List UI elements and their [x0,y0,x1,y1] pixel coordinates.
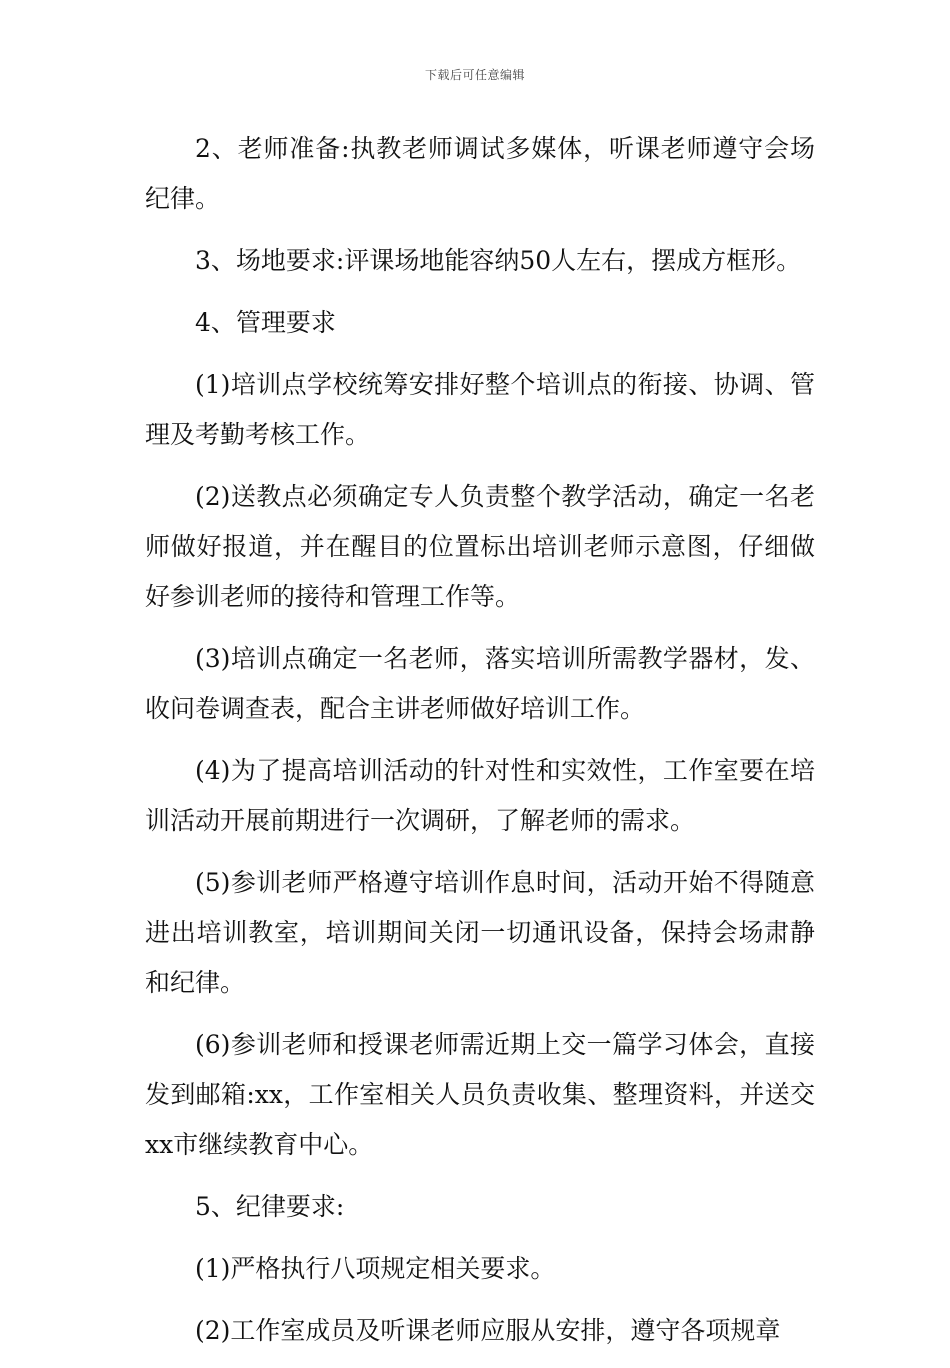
page-header: 下载后可任意编辑 [424,68,525,82]
paragraph-management-heading: 4、管理要求 [195,308,336,337]
paragraph-management-item-1: (1)培训点学校统筹安排好整个培训点的衔接、协调、管理及考勤考核工作。 [145,370,815,449]
paragraph-management-item-4: (4)为了提高培训活动的针对性和实效性，工作室要在培训活动开展前期进行一次调研，了解老师的需求。 [145,756,815,835]
paragraph-discipline-item-2: (2)工作室成员及听课老师应服从安排，遵守各项规章 [195,1316,781,1345]
paragraph-venue-requirements: 3、场地要求:评课场地能容纳50人左右，摆成方框形。 [195,246,802,275]
paragraph-management-item-3: (3)培训点确定一名老师，落实培训所需教学器材，发、收问卷调查表，配合主讲老师做好培训工作。 [145,644,815,723]
document-body [145,124,815,1368]
paragraph-discipline-heading: 5、纪律要求: [195,1192,345,1221]
paragraph-discipline-item-1: (1)严格执行八项规定相关要求。 [195,1254,556,1283]
paragraph-management-item-2: (2)送教点必须确定专人负责整个教学活动，确定一名老师做好报道，并在醒目的位置标出培训老师示意图，仔细做好参训老师的接待和管理工作等。 [145,482,815,611]
paragraph-teacher-preparation: 2、老师准备:执教老师调试多媒体，听课老师遵守会场纪律。 [145,134,815,213]
paragraph-management-item-6: (6)参训老师和授课老师需近期上交一篇学习体会，直接发到邮箱:xx，工作室相关人员负责收集、整理资料，并送交xx市继续教育中心。 [145,1030,815,1159]
paragraph-management-item-5: (5)参训老师严格遵守培训作息时间，活动开始不得随意进出培训教室，培训期间关闭一切通讯设备，保持会场肃静和纪律。 [145,868,815,997]
